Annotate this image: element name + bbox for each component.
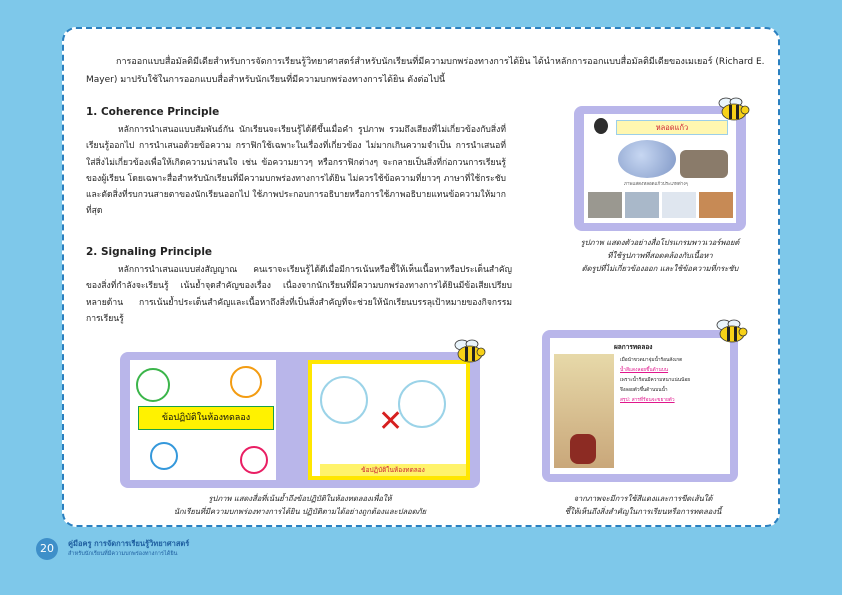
- slide-label: ข้อปฏิบัติในห้องทดลอง: [138, 406, 274, 430]
- caption-bottom-left: [150, 492, 450, 518]
- rock-image: [680, 150, 728, 178]
- footer-title: คู่มือครู การจัดการเรียนรู้วิทยาศาสตร์: [68, 539, 190, 548]
- bubble-circle: [320, 376, 368, 424]
- slide-bottom-right: [550, 338, 730, 474]
- note-line: เพราะน้ำร้อนมีความหนาแน่นน้อย: [620, 378, 691, 383]
- photo-3: [662, 192, 696, 218]
- bee-icon: [452, 338, 486, 364]
- slide-title: หลอดแก้ว: [616, 120, 728, 135]
- figure-bottom-left-frame: [120, 352, 480, 488]
- bubble-circle: [398, 380, 446, 428]
- note-line: น้ำสีแดงลอยขึ้นด้านบน: [620, 368, 669, 373]
- caption-line: รูปภาพ แสดงตัวอย่างสื่อโปรแกรมพาวเวอร์พอยต์: [580, 238, 740, 247]
- slide-label-2: ข้อปฏิบัติในห้องทดลอง: [320, 464, 466, 476]
- molecule-image: [618, 140, 676, 178]
- figure-bottom-right-frame: [542, 330, 738, 482]
- intro-paragraph: การออกแบบสื่อมัลติมีเดียสำหรับการจัดการเรียนรู้วิทยาศาสตร์สำหรับนักเรียนที่มีความบกพร่องทางการได้ยิน ได้นำหลักการออกแบบสื่อมัลติมีเดียของเมเยอร์ (Richard E. Mayer) มาปรับใช้ในการออกแบบสื่อสำหรับนักเรียนที่มีความบกพร่องทางการได้ยิน ดังต่อไปนี้: [86, 57, 765, 85]
- caption-top-right: [560, 236, 760, 275]
- caption-line: ที่ใช้รูปภาพที่สอดคล้องกับเนื้อหา: [607, 251, 713, 260]
- caption-line: ตัดรูปที่ไม่เกี่ยวข้องออก และใช้ข้อความที่กระชับ: [581, 264, 739, 273]
- caption-line: จากภาพจะมีการใช้สีแดงและการขีดเส้นใต้: [573, 494, 713, 503]
- bottle-photo: [554, 354, 614, 468]
- photo-4: [699, 192, 733, 218]
- cross-icon: ✕: [378, 404, 404, 439]
- figure-top-right-frame: [574, 106, 746, 231]
- section1-heading: 1. Coherence Principle: [86, 106, 220, 118]
- note-line: จึงลอยตัวขึ้นด้านบนน้ำ: [620, 388, 668, 393]
- photo-1: [588, 192, 622, 218]
- slide-bottom-left-2: [308, 360, 470, 480]
- slide-note: ภาพแสดงหลอดแก้วประเภทต่างๆ: [624, 182, 688, 187]
- footer-subtitle: สำหรับนักเรียนที่มีความบกพร่องทางการได้ยิน: [68, 551, 178, 557]
- bee-icon: [714, 318, 748, 344]
- slide-bottom-left-1: [130, 360, 276, 480]
- bubble-circle: [240, 446, 268, 474]
- slide-top-right: [584, 114, 736, 223]
- bubble-circle: [230, 366, 262, 398]
- caption-line: ชี้ให้เห็นถึงสิ่งสำคัญในการเรียนหรือการทดลองนี้: [564, 507, 722, 516]
- note-line: สรุป: สารที่ร้อนจะขยายตัว: [620, 398, 675, 403]
- teacher-icon: [594, 118, 608, 134]
- slide-notes: [620, 356, 726, 406]
- slide-title: ผลการทดลอง: [614, 343, 653, 351]
- caption-bottom-right: [538, 492, 748, 518]
- bubble-circle: [136, 368, 170, 402]
- caption-line: รูปภาพ แสดงสื่อที่เน้นย้ำถึงข้อปฏิบัติในห้องทดลองเพื่อให้: [208, 494, 392, 503]
- section2-heading: 2. Signaling Principle: [86, 246, 213, 258]
- page-number: 20: [36, 538, 58, 560]
- section2-body: หลักการนำเสนอแบบส่งสัญญาณ คนเราจะเรียนรู้ได้ดีเมื่อมีการเน้นหรือชี้ให้เห็นเนื้อหาหรือประเด็นสำคัญของสิ่งที่กำลังจะเรียนรู้ เน้นย้ำจุดสำคัญของเรื่อง เนื่องจากนักเรียนที่มีความบกพร่องทางการได้ยินมีข้อเสียเปรียบหลายด้าน การเน้นย้ำประเด็นสำคัญและเนื้อหาถึงสิ่งที่เป็นสิ่งสำคัญที่จะช่วยให้นักเรียนบรรลุเป้าหมายของกิจกรรมการเรียนรู้: [86, 265, 512, 324]
- photo-2: [625, 192, 659, 218]
- bottle-red: [570, 434, 596, 464]
- note-line: เมื่อนำขวดมาจุ่มน้ำร้อนสังเกต: [620, 358, 683, 363]
- bee-icon: [716, 96, 750, 122]
- bubble-circle: [150, 442, 178, 470]
- section1-body: หลักการนำเสนอแบบสัมพันธ์กัน นักเรียนจะเรียนรู้ได้ดีขึ้นเมื่อคำ รูปภาพ รวมถึงเสียงที่ไม่เกี่ยวข้องกับสิ่งที่เรียนรู้ออกไป การนำเสนอด้วยข้อความ กราฟิกใช้เฉพาะในเรื่องที่เกี่ยวข้อง ไม่มากเกินความจำเป็น การนำเสนอที่ใส่สิ่งไม่เกี่ยวข้องเพื่อให้เกิดความน่าสนใจ เช่น ข้อความยาวๆ หรือกราฟิกต่างๆ จะกลายเป็นสิ่งที่ก่อกวนการเรียนรู้ของผู้เรียน โดยเฉพาะสื่อสำหรับนักเรียนที่มีความบกพร่องทางการได้ยิน ไม่ควรใช้ข้อความที่ยาวๆ ภาษาที่ใช้กระชับและตัดสิ่งที่รบกวนสายตาของนักเรียนออกไป ใช้ภาพประกอบการอธิบายหรือการใช้ภาพอธิบายแทนข้อความให้มากที่สุด: [86, 125, 506, 217]
- caption-line: นักเรียนที่มีความบกพร่องทางการได้ยิน ปฏิบัติตามได้อย่างถูกต้องและปลอดภัย: [173, 507, 427, 516]
